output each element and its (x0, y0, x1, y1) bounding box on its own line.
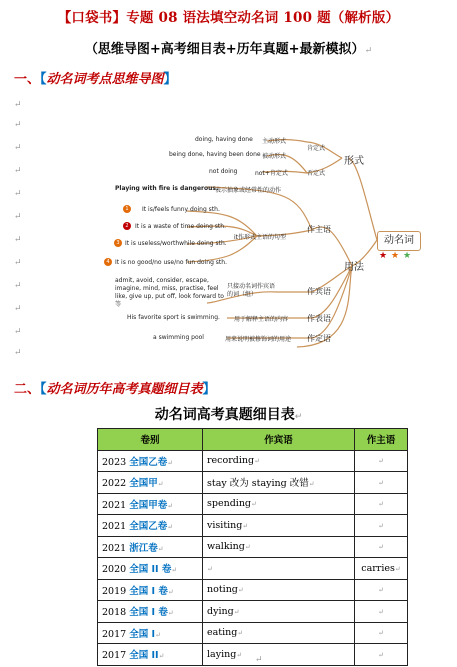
exam-year: 2020 (102, 564, 127, 576)
bracket-close: 】 (202, 382, 216, 397)
cell-mark: ↵ (378, 543, 384, 552)
cell-mark: ↵ (167, 523, 174, 532)
it-pattern-2: It is a waste of time doing sth. (135, 223, 226, 230)
object-cell (203, 472, 355, 494)
cell-mark: ↵ (378, 607, 384, 616)
table-row (98, 622, 408, 644)
header-cell: 卷别 (98, 429, 203, 451)
table-row (98, 472, 408, 494)
exam-paper: 全国 II 卷 (129, 564, 172, 576)
exam-cell (98, 644, 203, 666)
paragraph-mark: ↵ (14, 304, 22, 314)
subject-role: 作主语 (307, 225, 331, 234)
paragraph-mark: ↵ (255, 655, 263, 665)
exam-cell (98, 515, 203, 537)
paragraph-mark: ↵ (14, 258, 22, 268)
exam-year: 2019 (102, 585, 127, 597)
cell-mark: ↵ (242, 521, 249, 530)
negative-rule: not+肯定式 (255, 170, 288, 177)
exam-paper: 全国乙卷 (129, 456, 168, 468)
exam-paper: 全国甲卷 (129, 499, 168, 511)
subject-cell (355, 536, 408, 558)
subject-cell (355, 644, 408, 666)
subject-rule: 表示抽象或经常性的动作 (215, 187, 282, 194)
subject-cell (355, 622, 408, 644)
exam-cell (98, 493, 203, 515)
subject-cell (355, 558, 408, 580)
mind-map-root: 动名词 (377, 231, 421, 251)
star-icon: ★ (403, 251, 412, 261)
section-heading-table (14, 378, 216, 397)
object-rule (227, 283, 277, 299)
object-cell (203, 493, 355, 515)
exam-year: 2017 (102, 650, 127, 662)
paragraph-mark: ↵ (14, 100, 22, 110)
cell-mark: ↵ (237, 629, 244, 638)
object-answer: laying (207, 648, 237, 660)
cell-mark: ↵ (254, 457, 260, 466)
cell-mark: ↵ (167, 501, 174, 510)
bracket-open: 【 (40, 72, 47, 87)
table-header-row (98, 429, 408, 451)
object-answer: eating (207, 627, 238, 639)
bracket-open: 【 (40, 382, 47, 397)
document-subtitle (0, 38, 457, 57)
subject-cell (355, 450, 408, 472)
object-cell (203, 579, 355, 601)
exam-cell (98, 536, 203, 558)
object-answer: walking (207, 541, 245, 553)
cell-mark: ↵ (308, 480, 315, 489)
document-title: 【口袋书】专题 08 语法填空动名词 100 题（解析版） (57, 10, 400, 26)
cell-mark: ↵ (157, 480, 164, 489)
exam-paper: 全国甲 (129, 478, 158, 490)
cell-mark: ↵ (157, 544, 164, 553)
pattern-number-3: 3 (114, 239, 122, 247)
subject-cell (355, 472, 408, 494)
object-answer: recording (207, 455, 255, 467)
object-verbs: admit, avoid, consider, escape, imagine, mind, miss, practise, feel like, give up, put off, look forward to等 (115, 277, 224, 308)
exam-paper: 全国 I 卷 (129, 585, 168, 597)
usage-category: 用法 (344, 262, 364, 273)
paragraph-mark: ↵ (14, 281, 22, 291)
exam-paper: 全国 II (129, 650, 159, 662)
subject-example: Playing with fire is dangerous. (115, 185, 219, 192)
object-cell (203, 644, 355, 666)
subject-cell (355, 493, 408, 515)
exam-paper: 浙江卷 (129, 542, 158, 554)
subject-cell (355, 579, 408, 601)
pattern-number-1: 1 (123, 205, 131, 213)
section-label: 动名词历年高考真题细目表 (46, 382, 203, 397)
cell-mark: ↵ (167, 587, 174, 596)
exam-table (97, 428, 408, 666)
paragraph-mark: ↵ (14, 143, 22, 153)
object-answer: noting (207, 584, 238, 596)
exam-cell (98, 450, 203, 472)
table-row (98, 558, 408, 580)
attributive-role: 作定语 (307, 334, 331, 343)
active-example: doing, having done (195, 136, 253, 143)
it-pattern-1: It is/feels funny doing sth. (142, 206, 220, 213)
table-body (98, 450, 408, 665)
pattern-number-2: 2 (123, 222, 131, 230)
cell-mark: ↵ (158, 652, 165, 661)
object-cell (203, 515, 355, 537)
exam-year: 2021 (102, 499, 127, 511)
paragraph-mark: ↵ (14, 212, 22, 222)
cell-mark: ↵ (167, 458, 174, 467)
table-row (98, 493, 408, 515)
object-cell (203, 558, 355, 580)
exam-paper: 全国 I 卷 (129, 607, 168, 619)
header-cell: 作主语 (355, 429, 408, 451)
attributive-rule: 用来说明被修饰词的用途 (225, 336, 292, 343)
object-rule-text: 只接动名词作宾语的词（组） (227, 283, 276, 298)
header-cell: 作宾语 (203, 429, 355, 451)
section-label: 动名词考点思维导图 (46, 72, 164, 87)
bracket-close: 】 (163, 72, 177, 87)
subtitle-text: （思维导图+高考细目表+历年真题+最新模拟） (84, 42, 365, 57)
exam-year: 2021 (102, 521, 127, 533)
object-cell (203, 622, 355, 644)
predicative-rule: 用于解释主语的内容 (234, 316, 289, 323)
table-row (98, 450, 408, 472)
paragraph-mark: ↵ (14, 348, 22, 358)
paragraph-mark: ↵ (14, 235, 22, 245)
it-pattern-4: It is no good/no use/no fun doing sth. (115, 259, 227, 266)
cell-mark: ↵ (378, 586, 384, 595)
table-row (98, 579, 408, 601)
section-number: 一、 (14, 72, 41, 87)
exam-year: 2018 (102, 607, 127, 619)
passive-example: being done, having been done (169, 151, 261, 158)
table-row (98, 601, 408, 623)
exam-paper: 全国乙卷 (129, 521, 168, 533)
table-row (98, 644, 408, 666)
exam-year: 2022 (102, 478, 127, 490)
cell-mark: ↵ (233, 607, 240, 616)
cell-mark: ↵ (171, 566, 178, 575)
attributive-example: a swimming pool (153, 334, 204, 341)
cell-mark: ↵ (378, 500, 384, 509)
exam-paper: 全国 I (129, 628, 156, 640)
object-cell (203, 450, 355, 472)
cell-mark: ↵ (378, 629, 384, 638)
exam-year: 2021 (102, 542, 127, 554)
cell-mark: ↵ (237, 586, 244, 595)
object-cell (203, 536, 355, 558)
cell-mark: ↵ (236, 650, 243, 659)
cell-mark: ↵ (394, 564, 401, 573)
exam-cell (98, 601, 203, 623)
object-role: 作宾语 (307, 287, 331, 296)
exam-cell (98, 558, 203, 580)
predicative-role: 作表语 (307, 314, 331, 323)
cell-mark: ↵ (244, 543, 251, 552)
subject-answer: carries (361, 562, 395, 574)
cell-mark: ↵ (155, 630, 161, 639)
predicative-example: His favorite sport is swimming. (127, 314, 220, 321)
object-answer: stay 改为 staying 改错 (207, 478, 309, 490)
paragraph-mark: ↵ (14, 189, 22, 199)
cell-mark: ↵ (167, 609, 174, 618)
it-rule: it作形式主语的句型 (234, 234, 287, 241)
exam-cell (98, 622, 203, 644)
affirmative-label: 肯定式 (307, 145, 326, 152)
negative-example: not doing (209, 168, 238, 175)
cell-mark: ↵ (378, 457, 384, 466)
cell-mark: ↵ (378, 521, 384, 530)
table-caption (0, 404, 457, 424)
object-answer: dying (207, 605, 234, 617)
table-row (98, 515, 408, 537)
paragraph-mark: ↵ (14, 166, 22, 176)
exam-cell (98, 472, 203, 494)
cell-mark: ↵ (207, 564, 213, 573)
it-pattern-3: It is useless/worthwhile doing sth. (125, 240, 227, 247)
object-answer: visiting (207, 519, 243, 531)
paragraph-mark: ↵ (294, 412, 303, 422)
object-answer: spending (207, 498, 252, 510)
section-number: 二、 (14, 382, 41, 397)
cell-mark: ↵ (378, 478, 384, 487)
mind-map (97, 125, 427, 355)
exam-year: 2023 (102, 456, 127, 468)
star-icon: ★ (379, 251, 388, 261)
section-heading-mindmap (14, 68, 177, 87)
cell-mark: ↵ (378, 650, 384, 659)
object-cell (203, 601, 355, 623)
table-row (98, 536, 408, 558)
form-category: 形式 (344, 156, 364, 167)
star-icon: ★ (391, 251, 400, 261)
paragraph-mark: ↵ (364, 46, 373, 56)
subject-cell (355, 515, 408, 537)
active-label: 主动形式 (262, 138, 287, 145)
pattern-number-4: 4 (104, 258, 112, 266)
cell-mark: ↵ (251, 500, 257, 509)
negative-label: 否定式 (307, 170, 326, 177)
exam-year: 2017 (102, 628, 127, 640)
paragraph-mark: ↵ (14, 327, 22, 337)
subject-cell (355, 601, 408, 623)
passive-label: 被动形式 (262, 153, 287, 160)
table-caption-text: 动名词高考真题细目表 (154, 407, 295, 423)
paragraph-mark: ↵ (14, 120, 22, 130)
exam-cell (98, 579, 203, 601)
